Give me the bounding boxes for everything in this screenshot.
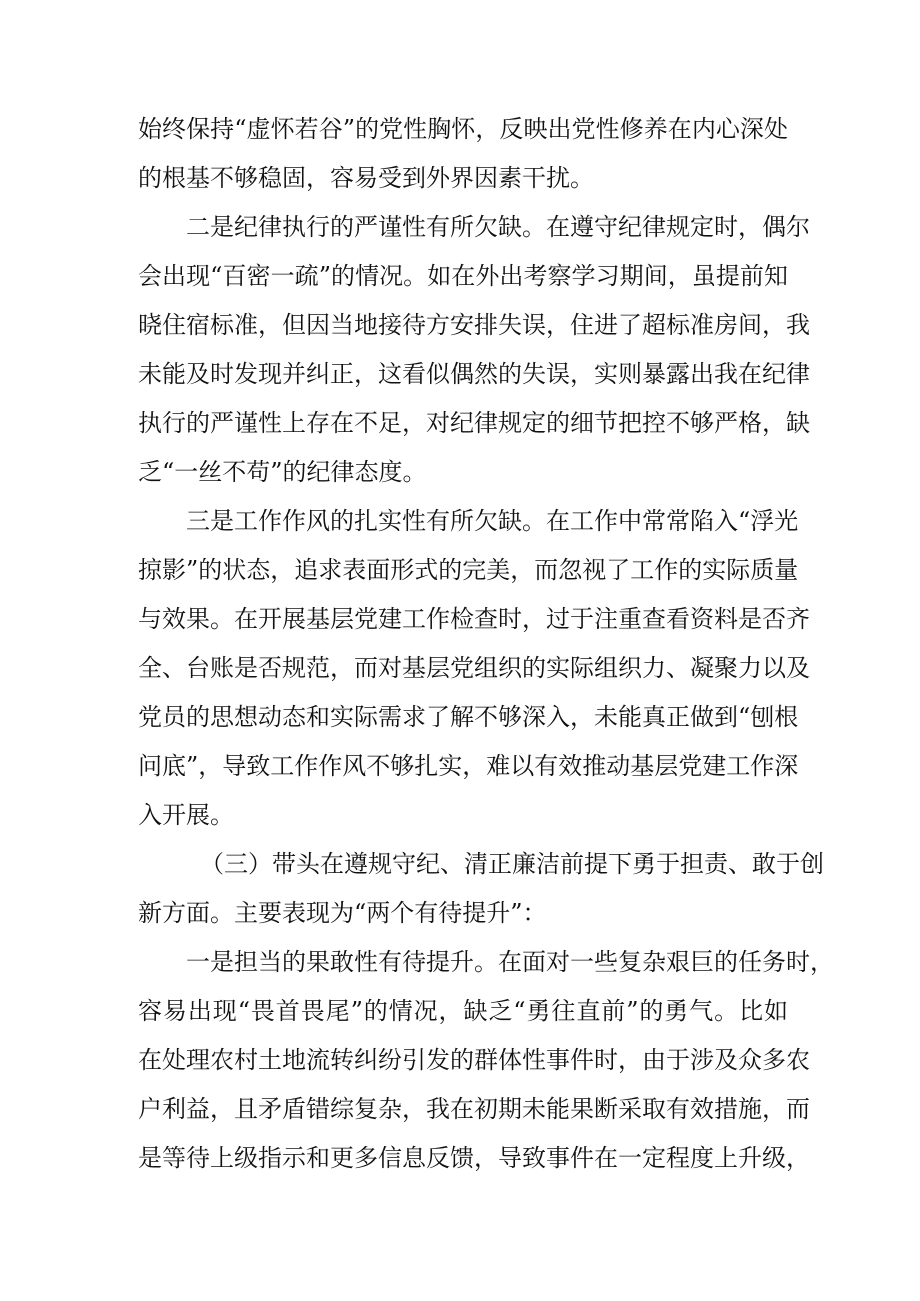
text-line: 执行的严谨性上存在不足，对纪律规定的细节把控不够严格，缺 — [138, 409, 810, 437]
text-line: 入开展。 — [138, 801, 234, 829]
text-line: 全、台账是否规范，而对基层党组织的实际组织力、凝聚力以及 — [138, 654, 810, 682]
text-line: 户利益，且矛盾错综复杂，我在初期未能果断采取有效措施，而 — [138, 1095, 810, 1123]
text-line: 三是工作作风的扎实性有所欠缺。在工作中常常陷入“浮光 — [186, 507, 799, 535]
text-line: 掠影”的状态，追求表面形式的完美，而忽视了工作的实际质量 — [138, 556, 799, 584]
text-line: 晓住宿标准，但因当地接待方安排失误，住进了超标准房间，我 — [138, 311, 810, 339]
text-line: 的根基不够稳固，容易受到外界因素干扰。 — [138, 164, 594, 192]
text-line: 容易出现“畏首畏尾”的情况，缺乏“勇往直前”的勇气。比如 — [138, 997, 788, 1025]
text-line: 乏“一丝不苟”的纪律态度。 — [138, 458, 427, 486]
text-line: 二是纪律执行的严谨性有所欠缺。在遵守纪律规定时，偶尔 — [186, 213, 810, 241]
paragraph-2 — [138, 203, 810, 497]
document-body — [138, 105, 834, 1183]
text-line: 始终保持“虚怀若谷”的党性胸怀，反映出党性修养在内心深处 — [138, 115, 788, 143]
text-line: 新方面。主要表现为“两个有待提升”： — [138, 899, 547, 927]
text-line: 未能及时发现并纠正，这看似偶然的失误，实则暴露出我在纪律 — [138, 360, 810, 388]
text-line: 党员的思想动态和实际需求了解不够深入，未能真正做到“刨根 — [138, 703, 799, 731]
paragraph-4 — [138, 938, 834, 1183]
text-line: 会出现“百密一疏”的情况。如在外出考察学习期间，虽提前知 — [138, 262, 788, 290]
paragraph-3 — [138, 497, 810, 840]
text-line: 一是担当的果敢性有待提升。在面对一些复杂艰巨的任务时， — [186, 948, 834, 976]
text-line: 与效果。在开展基层党建工作检查时，过于注重查看资料是否齐 — [138, 605, 810, 633]
text-line: 是等待上级指示和更多信息反馈，导致事件在一定程度上升级， — [138, 1144, 810, 1172]
text-line: 问底”，导致工作作风不够扎实，难以有效推动基层党建工作深 — [138, 752, 799, 780]
text-line: 在处理农村土地流转纠纷引发的群体性事件时，由于涉及众多农 — [138, 1046, 810, 1074]
text-line: （三）带头在遵规守纪、清正廉洁前提下勇于担责、敢于创 — [200, 850, 824, 878]
section-heading-3 — [138, 840, 824, 938]
paragraph-1 — [138, 105, 788, 203]
